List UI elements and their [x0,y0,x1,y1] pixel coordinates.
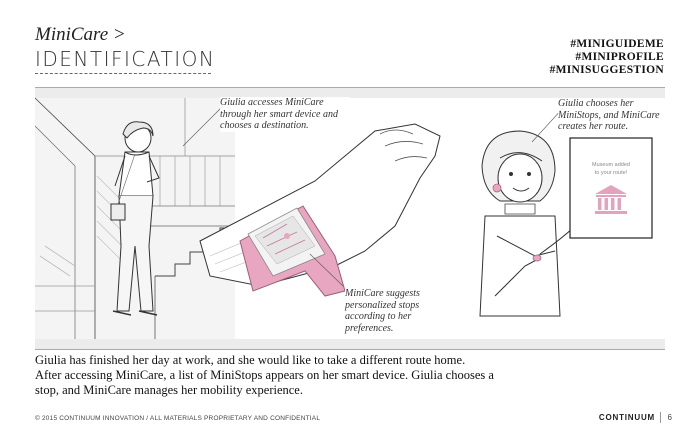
hashtag-list [550,38,664,77]
hashtag: #MINISUGGESTION [549,64,664,76]
description-line: After accessing MiniCare, a list of MiniStops appears on her smart device. Giulia chooses a [35,368,494,382]
title-divider [35,73,211,74]
caption-device-access: Giulia accesses MiniCare through her smart device and chooses a destination. [220,97,350,132]
caption-route-creation: Giulia chooses her MiniStops, and MiniCare creates her route. [558,98,670,133]
footer-divider [660,412,661,423]
notification-card [570,138,652,238]
description-line: Giulia has finished her day at work, and she would like to take a different route home. [35,353,466,367]
hashtag: #MINIGUIDEME [570,38,664,50]
hashtag: #MINIPROFILE [575,51,664,63]
copyright-notice: © 2015 CONTINUUM INNOVATION / ALL MATERIALS PROPRIETARY AND CONFIDENTIAL [35,415,321,422]
brand-logo: CONTINUUM [598,413,655,422]
panel-header-band [35,88,665,98]
arm-with-smartband [200,124,440,296]
card-line-2: to your route! [594,170,628,176]
breadcrumb: MiniCare > [35,24,126,45]
page-number: 6 [667,413,672,422]
caption-suggested-stops: MiniCare suggests personalized stops according to her preferences. [345,288,445,334]
description-line: stop, and MiniCare manages her mobility experience. [35,383,303,397]
card-line-1: Museum added [592,162,630,168]
page-title: IDENTIFICATION [35,47,216,71]
girl-figure-choosing [480,131,575,316]
scenario-description [35,353,635,398]
panel-footer-band [35,339,665,349]
